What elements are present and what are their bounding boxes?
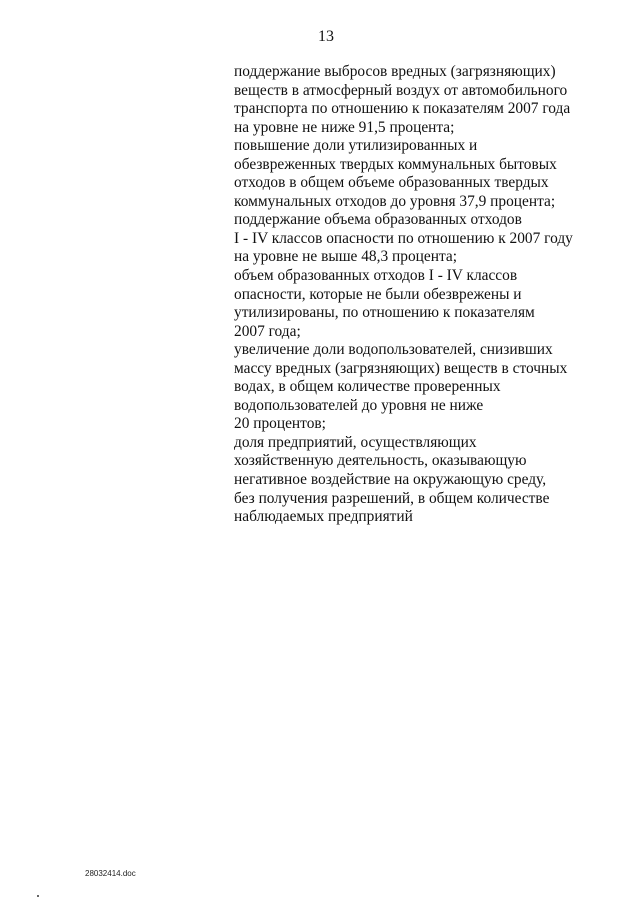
text-line: доля предприятий, осуществляющих xyxy=(234,433,477,451)
text-line: поддержание выбросов вредных (загрязняющих) xyxy=(234,63,556,80)
text-line: утилизированы, по отношению к показателям xyxy=(234,304,535,322)
text-line: I - IV классов опасности по отношению к 2007 году xyxy=(234,229,573,247)
text-line: водопользователей до уровня не ниже xyxy=(234,396,484,414)
text-line: наблюдаемых предприятий xyxy=(234,508,413,526)
text-line: 20 процентов; xyxy=(234,415,326,433)
text-line: поддержание объема образованных отходов xyxy=(234,211,522,229)
text-line: обезвреженных твердых коммунальных бытовых xyxy=(234,155,557,173)
text-line: отходов в общем объеме образованных твердых xyxy=(234,174,549,192)
text-line: объем образованных отходов I - IV классов xyxy=(234,267,518,285)
text-line: негативное воздействие на окружающую среду, xyxy=(234,471,547,489)
text-line: на уровне не выше 48,3 процента; xyxy=(234,248,457,266)
scan-mark xyxy=(37,895,39,897)
text-line: без получения разрешений, в общем количестве xyxy=(234,489,550,507)
text-line: массу вредных (загрязняющих) веществ в сточных xyxy=(234,359,568,377)
text-line: хозяйственную деятельность, оказывающую xyxy=(234,452,527,470)
text-line: опасности, которые не были обезврежены и xyxy=(234,285,522,303)
text-line: водах, в общем количестве проверенных xyxy=(234,378,501,396)
body-text xyxy=(234,63,584,527)
page-number: 13 xyxy=(318,28,334,45)
text-line: увеличение доли водопользователей, снизивших xyxy=(234,341,553,359)
text-line: на уровне не ниже 91,5 процента; xyxy=(234,118,455,136)
text-line: 2007 года; xyxy=(234,322,301,340)
text-line: коммунальных отходов до уровня 37,9 процента; xyxy=(234,192,556,210)
text-line: транспорта по отношению к показателям 2007 года xyxy=(234,100,571,118)
text-line: веществ в атмосферный воздух от автомобильного xyxy=(234,81,568,99)
text-line: повышение доли утилизированных и xyxy=(234,137,478,155)
footer-filename: 28032414.doc xyxy=(85,869,136,878)
